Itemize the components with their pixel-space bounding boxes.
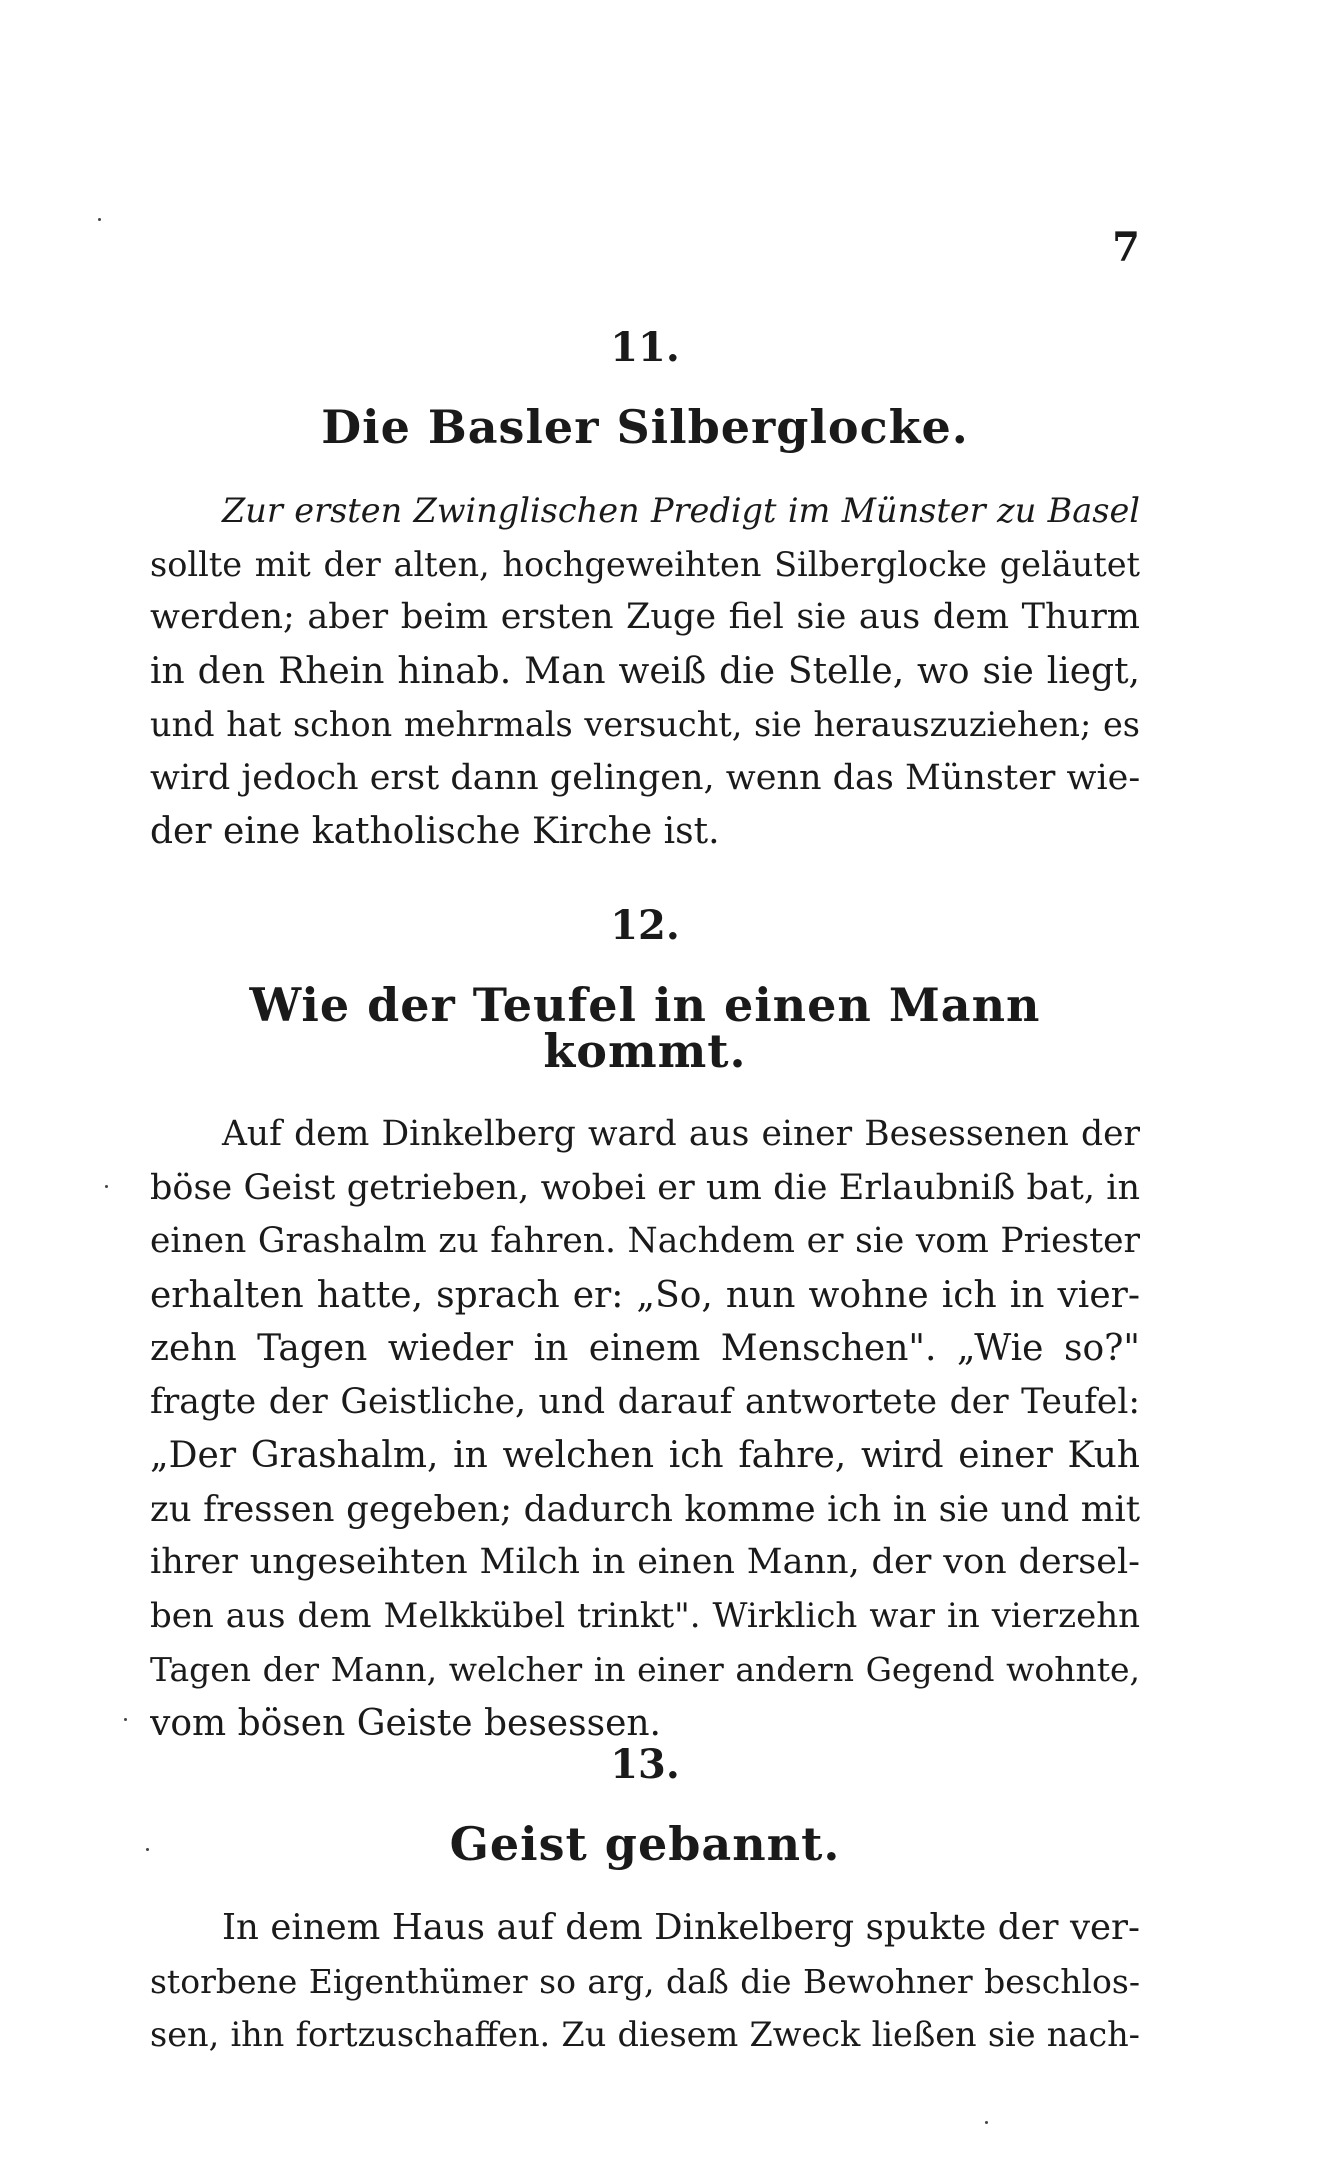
print-speck — [98, 218, 101, 221]
print-speck — [105, 1185, 108, 1188]
text-line: Tagen der Mann, welcher in einer andern Gegend wohnte, — [150, 1650, 1140, 1689]
section-title: Wie der Teufel in einen Mann kommt. — [249, 978, 1041, 1078]
text-line: erhalten hatte, sprach er: „So, nun wohne ich in vier- — [150, 1274, 1140, 1316]
section-title: Die Basler Silberglocke. — [321, 400, 969, 454]
text-line: Zur ersten Zwinglischen Predigt im Münster zu Basel — [222, 491, 1140, 530]
section-number: 11. — [610, 324, 680, 371]
page-number: 7 — [1112, 224, 1140, 271]
section-body — [150, 1901, 1140, 2062]
text-line: in den Rhein hinab. Man weiß die Stelle, wo sie liegt, — [150, 650, 1140, 692]
text-line: zu fressen gegeben; dadurch komme ich in sie und mit — [150, 1488, 1140, 1530]
text-line: wird jedoch erst dann gelingen, wenn das Münster wie- — [150, 757, 1140, 798]
section-title: Geist gebannt. — [449, 1817, 841, 1871]
section-13 — [150, 1741, 1140, 2062]
text-line: vom bösen Geiste besessen. — [150, 1702, 661, 1744]
text-line: storbene Eigenthümer so arg, daß die Bewohner beschlos- — [150, 1961, 1140, 2001]
print-speck — [146, 1848, 149, 1851]
text-line: Auf dem Dinkelberg ward aus einer Besessenen der — [222, 1114, 1140, 1154]
section-11 — [150, 324, 1140, 859]
section-number: 12. — [610, 902, 680, 949]
text-line: werden; aber beim ersten Zuge fiel sie aus dem Thurm — [150, 597, 1140, 637]
print-speck — [985, 2121, 988, 2124]
text-line: ihrer ungeseihten Milch in einen Mann, der von dersel- — [150, 1542, 1140, 1582]
text-line: und hat schon mehrmals versucht, sie herauszuziehen; es — [150, 705, 1140, 744]
print-speck — [124, 1718, 127, 1721]
text-line: sen, ihn fortzuschaffen. Zu diesem Zweck ließen sie nach- — [150, 2015, 1140, 2054]
text-line: zehn Tagen wieder in einem Menschen". „Wie so?" — [150, 1328, 1140, 1369]
text-line: ben aus dem Melkkübel trinkt". Wirklich war in vierzehn — [150, 1595, 1140, 1636]
text-line: sollte mit der alten, hochgeweihten Silberglocke geläutet — [150, 544, 1140, 584]
section-12 — [150, 902, 1140, 1750]
section-number: 13. — [610, 1741, 680, 1788]
text-line: In einem Haus auf dem Dinkelberg spukte der ver- — [222, 1907, 1140, 1948]
text-line: fragte der Geistliche, und darauf antwortete der Teufel: — [150, 1381, 1140, 1422]
section-body — [150, 484, 1140, 859]
text-line: der eine katholische Kirche ist. — [150, 811, 720, 852]
text-line: einen Grashalm zu fahren. Nachdem er sie vom Priester — [150, 1221, 1140, 1261]
section-body — [150, 1108, 1140, 1750]
text-line: böse Geist getrieben, wobei er um die Erlaubniß bat, in — [150, 1167, 1140, 1208]
text-line: „Der Grashalm, in welchen ich fahre, wird einer Kuh — [150, 1435, 1140, 1476]
